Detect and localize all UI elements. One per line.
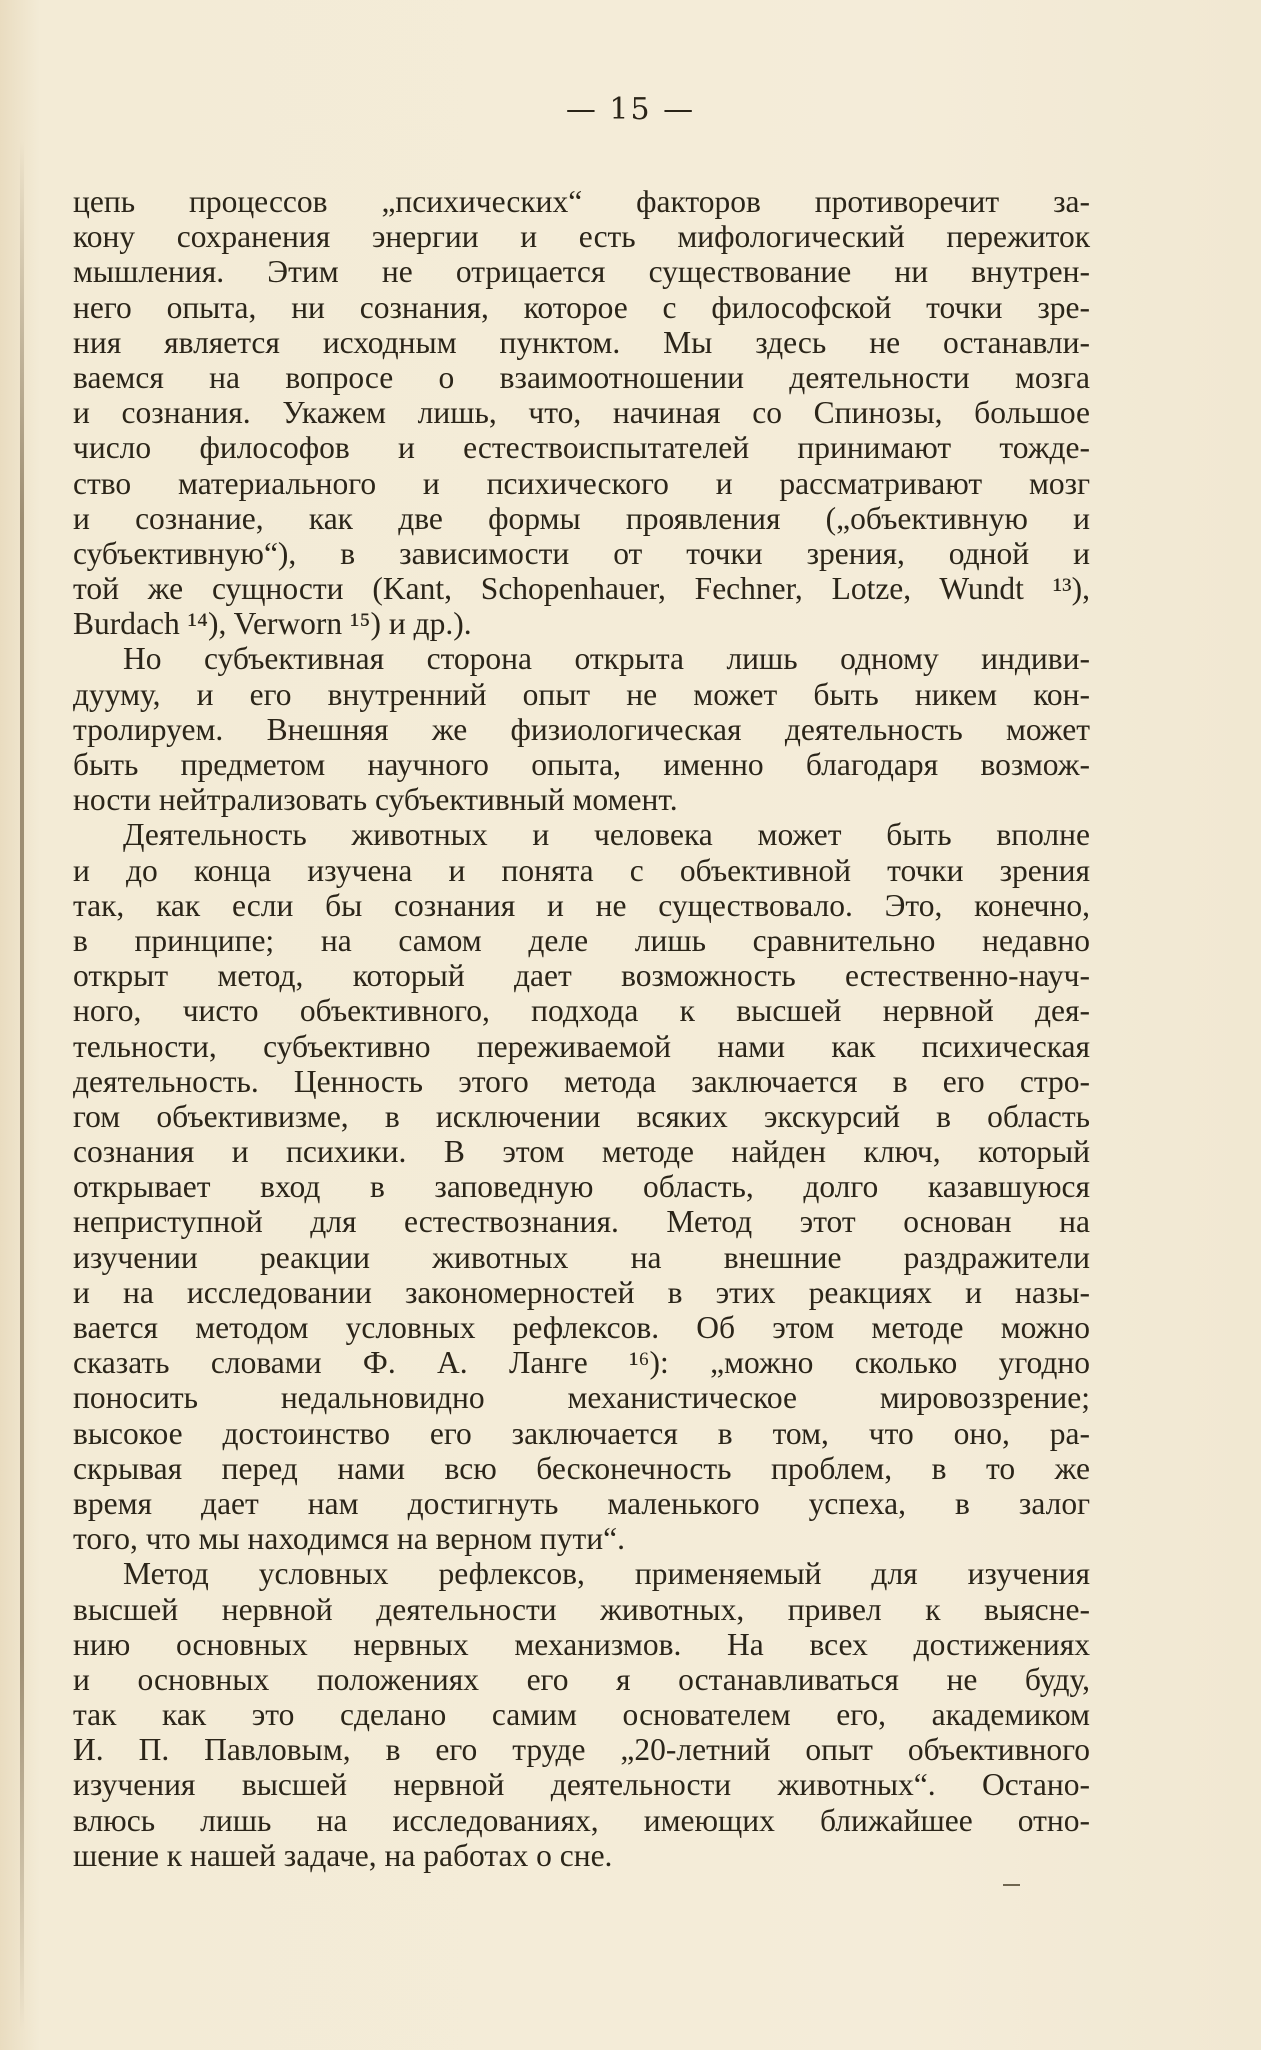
- text-line: вается методом условных рефлексов. Об этом методе можно: [73, 1310, 1090, 1345]
- text-line: время дает нам достигнуть маленького успеха, в залог: [73, 1485, 1090, 1521]
- text-line: гом объективизме, в исключении всяких экскурсий в область: [73, 1098, 1090, 1134]
- text-line: кону сохранения энергии и есть мифологический пережиток: [73, 219, 1090, 255]
- text-line: в принципе; на самом деле лишь сравнительно недавно: [73, 922, 1090, 958]
- text-line: и на исследовании закономерностей в этих реакциях и назы-: [73, 1274, 1090, 1310]
- text-line: Метод условных рефлексов, применяемый для изучения: [123, 1556, 1090, 1592]
- text-line: шение к нашей задаче, на работах о сне.: [73, 1837, 613, 1873]
- text-line: деятельность. Ценность этого метода заключается в его стро-: [73, 1063, 1090, 1099]
- text-line: нию основных нервных механизмов. На всех достижениях: [73, 1626, 1090, 1662]
- text-line: и до конца изучена и понята с объективной точки зрения: [73, 852, 1090, 888]
- text-line: открыт метод, который дает возможность естественно-науч-: [73, 958, 1090, 994]
- text-line: так, как если бы сознания и не существовало. Это, конечно,: [73, 887, 1090, 923]
- text-line: сознания и психики. В этом методе найден ключ, который: [73, 1134, 1090, 1170]
- text-line: открывает вход в заповедную область, долго казавшуюся: [73, 1169, 1090, 1205]
- page-number: — 15 —: [565, 92, 696, 127]
- text-line: сказать словами Ф. А. Ланге ¹⁶): „можно сколько угодно: [73, 1345, 1090, 1381]
- text-line: скрывая перед нами всю бесконечность проблем, в то же: [73, 1450, 1090, 1486]
- text-line: Деятельность животных и человека может быть вполне: [123, 817, 1090, 853]
- text-line: число философов и естествоиспытателей принимают тожде-: [73, 430, 1090, 466]
- text-line: и основных положениях его я останавливаться не буду,: [73, 1661, 1090, 1697]
- text-line: изучения высшей нервной деятельности животных“. Остано-: [73, 1767, 1090, 1803]
- text-line: ности нейтрализовать субъективный момент.: [73, 782, 678, 818]
- text-line: ство материального и психического и рассматривают мозг: [73, 465, 1090, 501]
- binding-edge: [20, 140, 24, 2030]
- text-line: так как это сделано самим основателем его, академиком: [73, 1697, 1090, 1733]
- text-line: мышления. Этим не отрицается существование ни внутрен-: [73, 254, 1090, 290]
- text-line: изучении реакции животных на внешние раздражители: [73, 1239, 1090, 1275]
- text-line: и сознания. Укажем лишь, что, начиная со Спинозы, большое: [73, 395, 1090, 431]
- text-line: цепь процессов „психических“ факторов противоречит за-: [73, 184, 1090, 219]
- text-line: поносить недальновидно механистическое мировоззрение;: [73, 1380, 1090, 1416]
- text-line: того, что мы находимся на верном пути“.: [73, 1521, 625, 1557]
- text-line: Burdach ¹⁴), Verworn ¹⁵) и др.).: [73, 606, 472, 642]
- text-line: ваемся на вопросе о взаимоотношении деятельности мозга: [73, 359, 1090, 395]
- text-line: И. П. Павловым, в его труде „20-летний опыт объективного: [73, 1732, 1090, 1768]
- text-line: субъективную“), в зависимости от точки зрения, одной и: [73, 535, 1090, 571]
- text-line: него опыта, ни сознания, которое с философской точки зре-: [73, 289, 1090, 325]
- text-line: высокое достоинство его заключается в том, что оно, ра-: [73, 1415, 1090, 1451]
- text-line: быть предметом научного опыта, именно благодаря возмож-: [73, 747, 1090, 782]
- text-line: и сознание, как две формы проявления („объективную и: [73, 500, 1090, 536]
- text-line: тролируем. Внешняя же физиологическая деятельность может: [73, 711, 1090, 747]
- text-line: ного, чисто объективного, подхода к высшей нервной дея-: [73, 993, 1090, 1029]
- text-line: дууму, и его внутренний опыт не может быть никем кон-: [73, 676, 1090, 712]
- text-line: высшей нервной деятельности животных, привел к выясне-: [73, 1591, 1090, 1627]
- text-line: Но субъективная сторона открыта лишь одному индиви-: [123, 641, 1090, 677]
- stray-mark: [1003, 1884, 1020, 1886]
- text-line: неприступной для естествознания. Метод этот основан на: [73, 1204, 1090, 1240]
- text-line: ния является исходным пунктом. Мы здесь не останавли-: [73, 324, 1090, 360]
- text-line: той же сущности (Kant, Schopenhauer, Fechner, Lotze, Wundt ¹³),: [73, 571, 1090, 607]
- body-text: [73, 184, 1090, 1873]
- text-line: влюсь лишь на исследованиях, имеющих ближайшее отно-: [73, 1802, 1090, 1838]
- text-line: тельности, субъективно переживаемой нами как психическая: [73, 1028, 1090, 1064]
